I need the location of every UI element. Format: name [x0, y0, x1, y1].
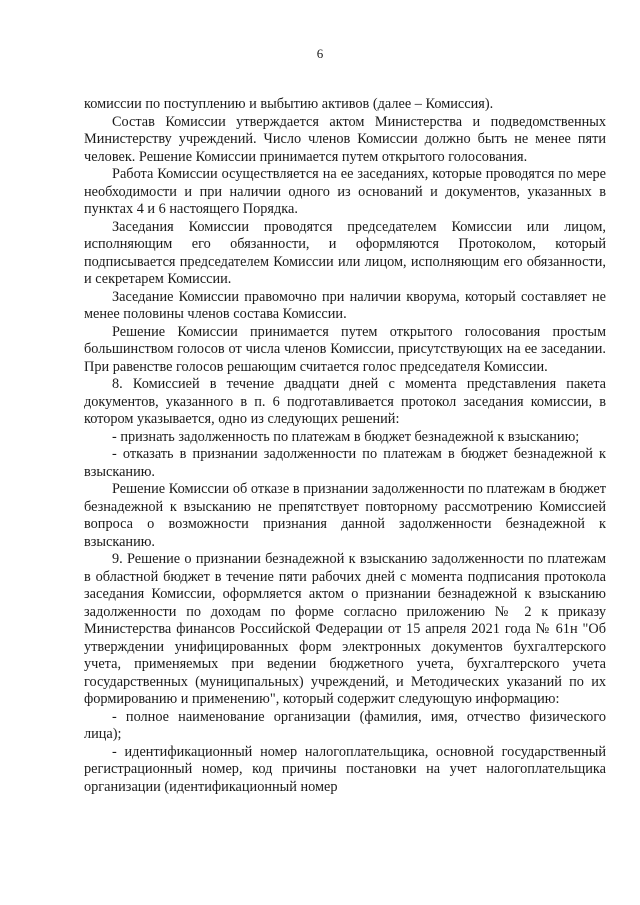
list-item: - идентификационный номер налогоплательщика, основной государственный регистрационный номер, код причины постановки на учет налогоплательщика организации (идентификационный номер — [84, 743, 606, 795]
paragraph: 8. Комиссией в течение двадцати дней с момента представления пакета документов, указанного в п. 6 подготавливается протокол заседания комиссии, в котором указывается, одно из следующих решений: — [84, 376, 606, 427]
paragraph: Состав Комиссии утверждается актом Министерства и подведомственных Министерству учреждений. Число членов Комиссии должно быть не менее пяти человек. Решение Комиссии принимается путем открытого голосования. — [84, 113, 606, 165]
page-number: 6 — [316, 46, 324, 61]
paragraph: Работа Комиссии осуществляется на ее заседаниях, которые проводятся по мере необходимости и при наличии одного из оснований и документов, указанных в пунктах 4 и 6 настоящего Порядка. — [84, 166, 606, 217]
document-body — [84, 96, 606, 796]
paragraph: комиссии по поступлению и выбытию активов (далее – Комиссия). — [84, 96, 494, 112]
paragraph: Заседания Комиссии проводятся председателем Комиссии или лицом, исполняющим его обязанности, и оформляются Протоколом, который подписывается председателем Комиссии или лицом, исполняющим его обязанности, и секретарем Комиссии. — [84, 218, 606, 287]
paragraph: Решение Комиссии принимается путем открытого голосования простым большинством голосов от числа членов Комиссии, присутствующих на ее заседании. При равенстве голосов решающим считается голос председателя Комиссии. — [84, 323, 606, 375]
list-item: - отказать в признании задолженности по платежам в бюджет безнадежной к взысканию. — [84, 446, 606, 480]
paragraph: Заседание Комиссии правомочно при наличии кворума, который составляет не менее половины членов состава Комиссии. — [84, 288, 606, 322]
list-item: - полное наименование организации (фамилия, имя, отчество физического лица); — [84, 708, 606, 742]
paragraph: 9. Решение о признании безнадежной к взысканию задолженности по платежам в областной бюджет в течение пяти рабочих дней с момента подписания протокола заседания Комиссии, оформляется актом о признании безнадежной к взысканию задолженности по доходам по форме согласно приложению № 2 к приказу Министерства финансов Российской Федерации от 15 апреля 2021 года № 61н "Об утверждении унифицированных форм электронных документов бухгалтерского учета, применяемых при ведении бюджетного учета, бухгалтерского учета государственных (муниципальных) учреждений, и Методических указаний по их формированию и применению", который содержит следующую информацию: — [84, 551, 606, 707]
paragraph: Решение Комиссии об отказе в признании задолженности по платежам в бюджет безнадежной к взысканию не препятствует повторному рассмотрению Комиссией вопроса о возможности признания данной задолженности безнадежной к взысканию. — [84, 481, 606, 550]
list-item: - признать задолженность по платежам в бюджет безнадежной к взысканию; — [112, 428, 580, 445]
